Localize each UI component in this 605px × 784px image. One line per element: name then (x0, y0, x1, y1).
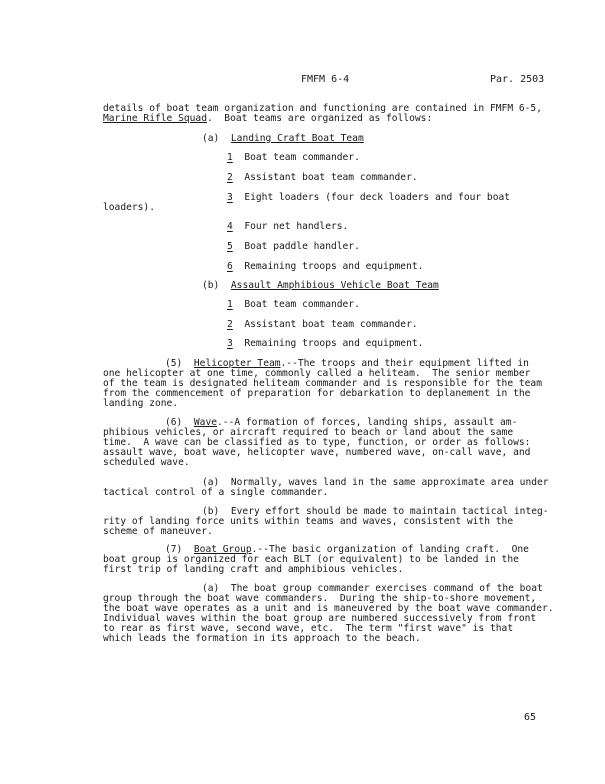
paragraph-title: Boat Group (193, 544, 252, 555)
subparagraph-line: scheme of maneuver. (103, 526, 213, 537)
intro-line-text: . Boat teams are organized as follows: (206, 113, 433, 124)
subsection-marker: (b) (202, 280, 220, 291)
reference-title: Marine Rifle Squad (103, 113, 207, 124)
paragraph-marker: (7) (165, 544, 183, 555)
subparagraph-line: group through the boat wave commanders. During the ship-to-shore movement, (103, 593, 537, 604)
list-item-number: 2 (227, 172, 233, 183)
page-number: 65 (524, 712, 537, 723)
list-item-number: 1 (227, 299, 233, 310)
list-item-text: Remaining troops and equipment. (244, 338, 424, 349)
paragraph-line: first trip of landing craft and amphibious vehicles. (103, 564, 404, 575)
list-item-text: Four net handlers. (244, 221, 349, 232)
list-item-text: Boat team commander. (244, 152, 360, 163)
list-item (227, 222, 348, 232)
list-item (227, 173, 418, 183)
paragraph-line: scheduled wave. (103, 457, 190, 468)
subparagraph-line: tactical control of a single commander. (103, 487, 329, 498)
list-item (227, 242, 360, 252)
paragraph-text: .--A formation of forces, landing ships, assault am- (217, 417, 518, 428)
list-item-text: Remaining troops and equipment. (244, 261, 424, 272)
paragraph-line: of the team is designated heliteam commander and is responsible for the team (103, 378, 542, 389)
list-item (227, 262, 423, 272)
list-item-text: Eight loaders (four deck loaders and four boat (244, 192, 511, 203)
list-item-number: 3 (227, 338, 233, 349)
subparagraph-line: (a) The boat group commander exercises command of the boat (202, 583, 543, 594)
paragraph-text: .--The troops and their equipment lifted in (280, 358, 529, 369)
list-item-number: 1 (227, 152, 233, 163)
paragraph-marker: (5) (165, 358, 183, 369)
subparagraph-line: which leads the formation in its approach to the beach. (103, 633, 421, 644)
list-item-text: Boat paddle handler. (244, 241, 360, 252)
paragraph-title: Helicopter Team (193, 358, 281, 369)
subparagraph-line: to rear as first wave, second wave, etc. The term "first wave" is that (103, 623, 514, 634)
list-item (227, 320, 418, 330)
list-item-text: Assistant boat team commander. (244, 172, 418, 183)
paragraph-line: boat group is organized for each BLT (or equivalent) to be landed in the (103, 554, 519, 565)
list-item-number: 3 (227, 192, 233, 203)
subparagraph-line: rity of landing force units within teams and waves, consistent with the (103, 516, 514, 527)
header-paragraph-number: Par. 2503 (490, 74, 545, 85)
list-item (227, 193, 510, 203)
subparagraph-line: (b) Every effort should be made to maintain tactical integ- (202, 506, 549, 517)
paragraph-line: landing zone. (103, 398, 179, 409)
paragraph-text: .--The basic organization of landing craft. One (251, 544, 529, 555)
list-item-text: Boat team commander. (244, 299, 360, 310)
list-item-number: 2 (227, 319, 233, 330)
subparagraph-line: Individual waves within the boat group are numbered successively from front (103, 613, 537, 624)
intro-line (103, 114, 432, 124)
list-item (227, 153, 360, 163)
intro-line: details of boat team organization and functioning are contained in FMFM 6-5, (103, 103, 542, 114)
header-publication: FMFM 6-4 (301, 74, 350, 85)
list-item-text: Assistant boat team commander. (244, 319, 418, 330)
subparagraph-line: (a) Normally, waves land in the same approximate area under (202, 477, 549, 488)
paragraph-line: one helicopter at one time, commonly called a heliteam. The senior member (103, 368, 531, 379)
subparagraph-line: the boat wave operates as a unit and is maneuvered by the boat wave commander. (103, 603, 554, 614)
list-item (227, 339, 423, 349)
subsection-marker: (a) (202, 133, 220, 144)
list-item-continuation: loaders). (103, 202, 155, 213)
list-item-number: 6 (227, 261, 233, 272)
subsection-title: Assault Amphibious Vehicle Boat Team (230, 280, 439, 291)
paragraph-line: time. A wave can be classified as to type, function, or order as follows: (103, 437, 531, 448)
subsection-heading-a (202, 134, 364, 144)
paragraph-line: phibious vehicles, or aircraft required to beach or land about the same (103, 427, 514, 438)
paragraph-marker: (6) (165, 417, 183, 428)
list-item (227, 300, 360, 310)
paragraph-line: assault wave, boat wave, helicopter wave, numbered wave, on-call wave, and (103, 447, 531, 458)
subsection-heading-b (202, 281, 439, 291)
paragraph-title: Wave (193, 417, 217, 428)
list-item-number: 5 (227, 241, 233, 252)
subsection-title: Landing Craft Boat Team (230, 133, 364, 144)
list-item-number: 4 (227, 221, 233, 232)
paragraph-line: from the commencement of preparation for debarkation to deplanement in the (103, 388, 531, 399)
